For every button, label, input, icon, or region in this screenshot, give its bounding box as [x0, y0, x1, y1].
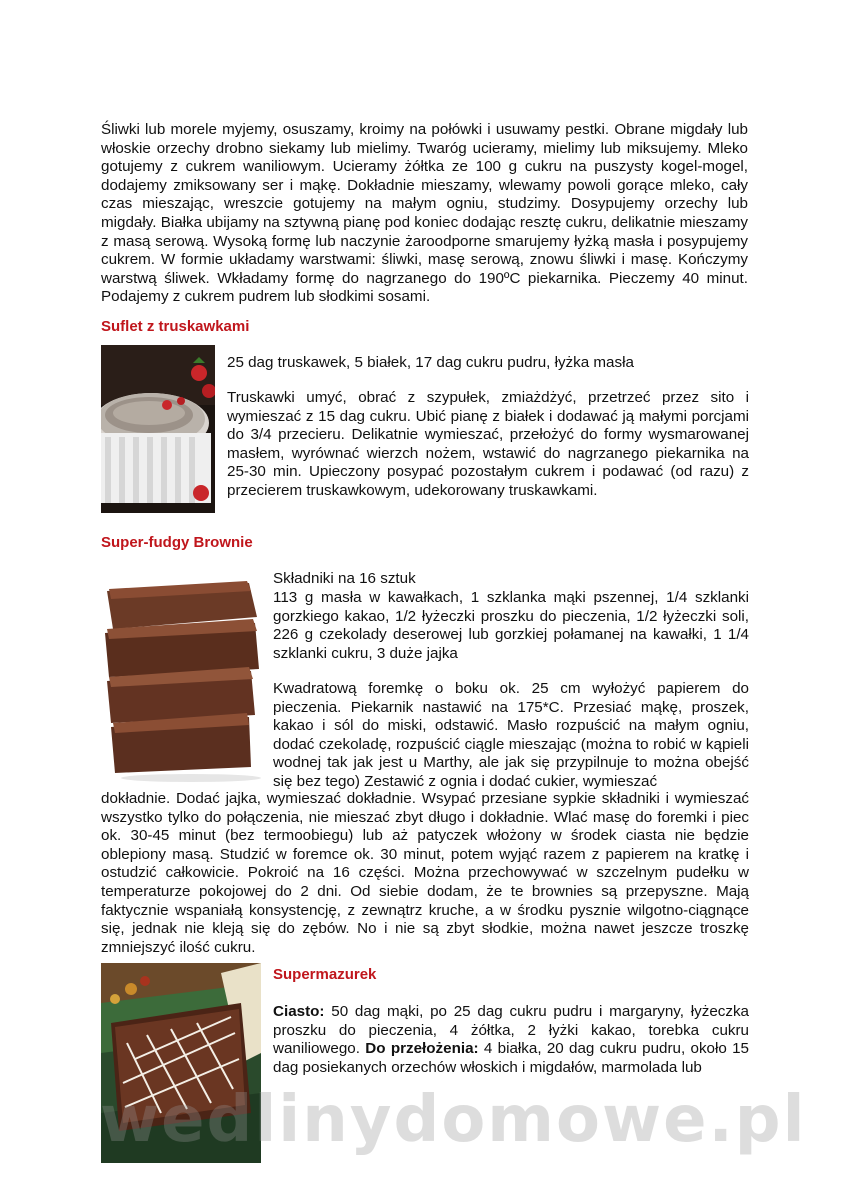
brownie-servings: Składniki na 16 sztuk	[273, 570, 416, 587]
site-watermark: wedlinydomowe.pl	[100, 1083, 807, 1157]
brownie-ingredients: 113 g masła w kawałkach, 1 szklanka mąki pszennej, 1/4 szklanki gorzkiego kakao, 1/2 łyżeczki proszku do pieczenia, 1/2 łyżeczki soli, 226 g czekolady deserowej lub gorzkiej połamanej na kawałki, 1 1/4 szklanki cukru, 3 duże jajka	[273, 589, 749, 662]
przelozenie-label: Do przełożenia:	[365, 1040, 479, 1058]
suflet-ingredients: 25 dag truskawek, 5 białek, 17 dag cukru pudru, łyżka masła	[227, 354, 634, 371]
souffle-image	[101, 345, 215, 513]
brownie-method-part-2: dokładnie. Dodać jajka, wymieszać dokładnie. Wsypać przesiane sypkie składniki i wymieszać wszystko tylko do połączenia, nie mieszać zbyt długo i dokładnie. Wlać masę do foremki i piec ok. 30-45 minut (bez termoobiegu) lub aż patyczek włożony w środek ciasta nie będzie oblepiony masą. Studzić w foremce ok. 30 minut, potem wyjąć razem z papierem na kratkę i ostudzić całkowicie. Pokroić na 16 części. Można przechowywać w szczelnym pudełku w temperaturze pokojowej do 2 dni. Od siebie dodam, że te brownies są przepyszne. Mają faktycznie wspaniałą konsystencję, z zewnątrz kruche, a w środku pysznie wilgotno-ciągnące się, jednak nie kleją się do zębów. No i nie są zbyt słodkie, można nawet jeszcze troszkę zmniejszyć ilość cukru.	[101, 790, 749, 956]
przelozenie-text: 4 białka, 20 dag cukru pudru, około 15 dag posiekanych orzechów włoskich i migdałów, marmolada lub	[273, 1040, 749, 1076]
brownie-photo	[101, 577, 261, 783]
mazurek-title: Supermazurek	[273, 966, 377, 983]
brownie-method-part-1: Kwadratową foremkę o boku ok. 25 cm wyłożyć papierem do pieczenia. Piekarnik nastawić na 175*C. Przesiać mąkę, proszek, kakao i sól do miski, odstawić. Masło rozpuścić na małym ogniu, dodać czekoladę, rozpuścić ciągle mieszając (można to robić w kąpieli wodnej tak jak jest u Marthy, ale jak się przypilnuje to można obejść się bez tego) Zestawić z ognia i dodać cukier, wymieszać	[273, 680, 749, 790]
brownie-image	[101, 577, 261, 783]
intro-paragraph: Śliwki lub morele myjemy, osuszamy, kroimy na połówki i usuwamy pestki. Obrane migdały lub włoskie orzechy drobno siekamy lub mielimy. Twaróg ucieramy, mielimy lub miksujemy. Mleko gotujemy z cukrem waniliowym. Ucieramy żółtka ze 100 g cukru na puszysty kogel-mogel, dodajemy zmiksowany ser i mąkę. Dokładnie mieszamy, wlewamy powoli gorące mleko, cały czas mieszając, wreszcie gotujemy na małym ogniu, studzimy. Dosypujemy orzechy lub migdały. Białka ubijamy na sztywną pianę pod koniec dodając resztę cukru, delikatnie mieszamy z masą serową. Wysoką formę lub naczynie żaroodporne smarujemy łyżką masła i posypujemy cukrem. W formie układamy warstwami: śliwki, masę serową, znowu śliwki i masę. Kończymy warstwą śliwek. Wkładamy formę do nagrzanego do 190ºC piekarnika. Pieczemy 40 minut. Podajemy z cukrem pudrem lub słodkimi sosami.	[101, 121, 748, 306]
ciasto-text: 50 dag mąki, po 25 dag cukru pudru i margaryny, łyżeczka proszku do pieczenia, 4 żółtka, 2 łyżki kakao, torebka cukru waniliowego.	[273, 1003, 749, 1058]
brownie-title: Super-fudgy Brownie	[101, 534, 253, 551]
suflet-method: Truskawki umyć, obrać z szypułek, zmiażdżyć, przetrzeć przez sito i wymieszać z 15 dag cukru. Ubić pianę z białek i dodawać ją małymi porcjami do 3/4 przecieru. Delikatnie wymieszać, przełożyć do formy wysmarowanej masłem, wyrównać wierzch nożem, wstawić do nagrzanego piekarnika na 25-30 min. Upieczony posypać pozostałym cukrem i podawać (od razu) z przecierem truskawkowym, udekorowany truskawkami.	[227, 389, 749, 499]
suflet-title: Suflet z truskawkami	[101, 318, 250, 335]
ciasto-label: Ciasto:	[273, 1003, 325, 1020]
suflet-photo	[101, 345, 215, 513]
mazurek-ingredients	[273, 1003, 749, 1077]
